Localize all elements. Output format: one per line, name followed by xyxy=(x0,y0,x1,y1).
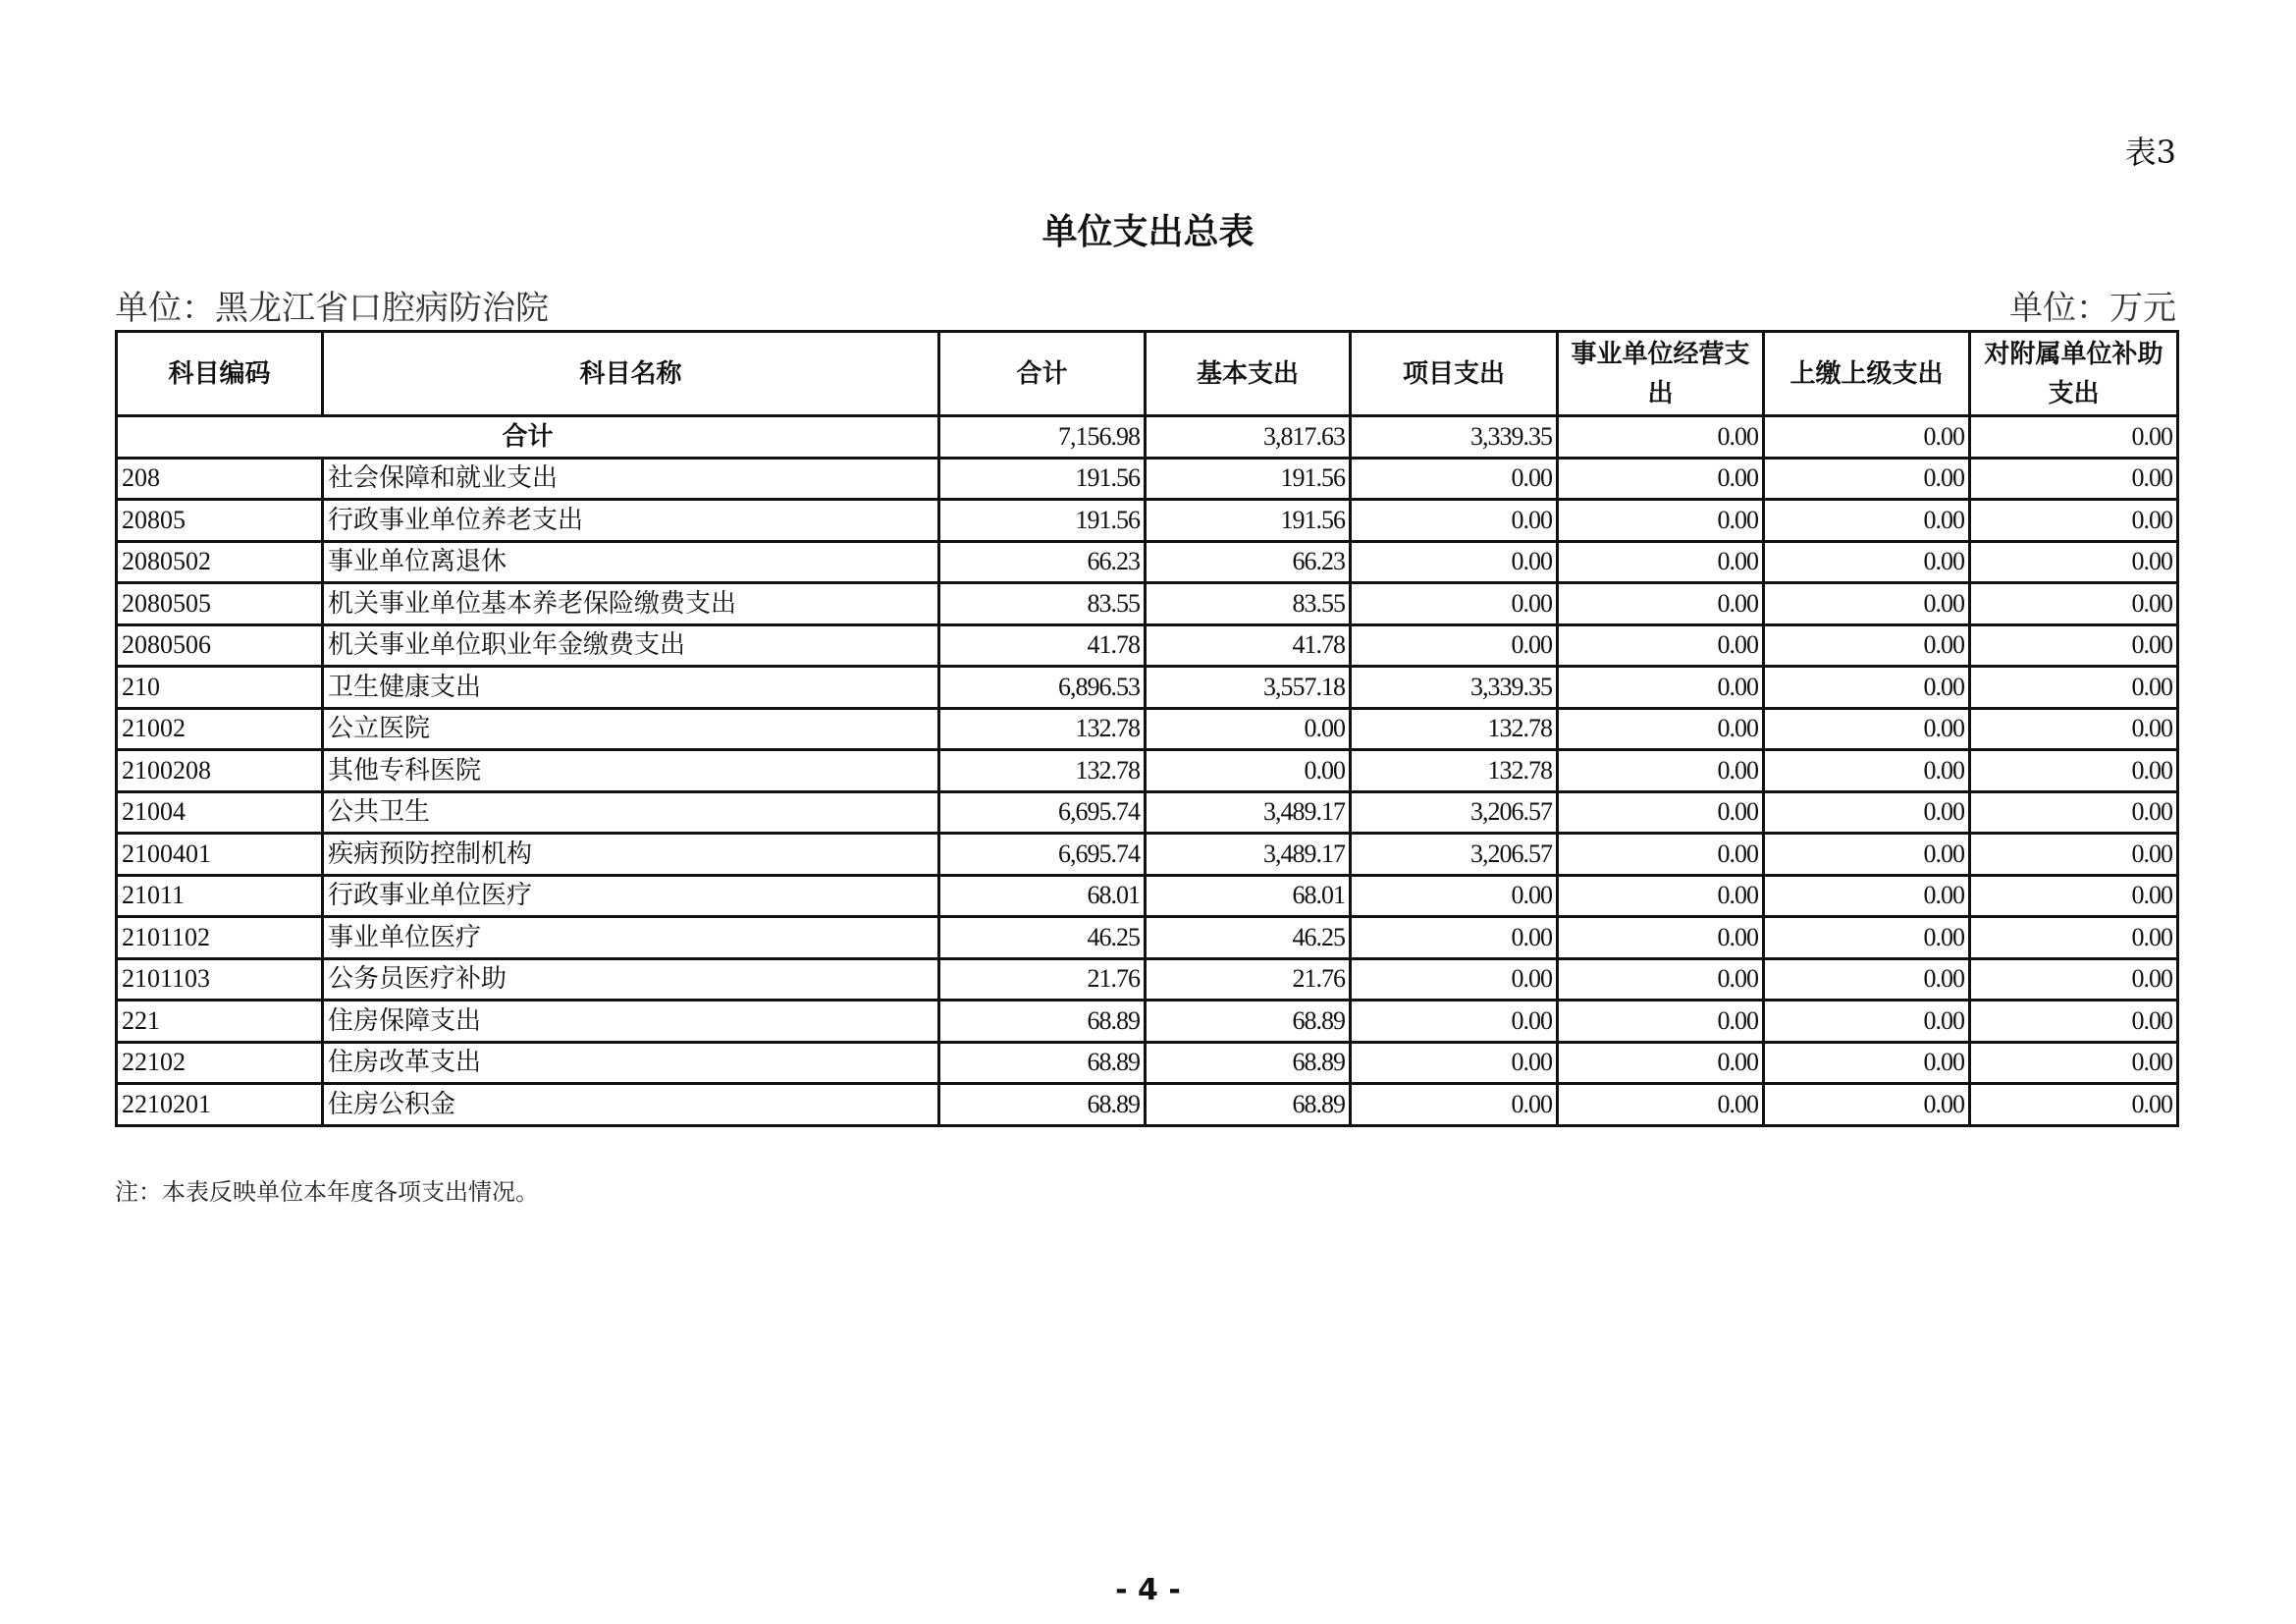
total-cell: 0.00 xyxy=(1558,416,1764,459)
amount-cell: 66.23 xyxy=(1146,541,1351,583)
subject-code-cell: 20805 xyxy=(117,500,323,542)
amount-cell: 0.00 xyxy=(1764,958,1970,1001)
total-cell: 3,817.63 xyxy=(1146,416,1351,459)
amount-cell: 0.00 xyxy=(1146,708,1351,750)
amount-cell: 0.00 xyxy=(1351,624,1558,667)
amount-cell: 0.00 xyxy=(1764,917,1970,959)
amount-cell: 6,695.74 xyxy=(939,791,1146,834)
amount-cell: 0.00 xyxy=(1558,667,1764,709)
subject-name-cell: 事业单位医疗 xyxy=(323,917,939,959)
amount-cell: 68.89 xyxy=(1146,1042,1351,1084)
amount-cell: 6,695.74 xyxy=(939,834,1146,876)
amount-cell: 0.00 xyxy=(1764,875,1970,917)
amount-cell: 0.00 xyxy=(1970,458,2178,500)
amount-cell: 0.00 xyxy=(1970,791,2178,834)
table-row xyxy=(117,624,2178,667)
subject-code-cell: 2080506 xyxy=(117,624,323,667)
amount-cell: 0.00 xyxy=(1764,667,1970,709)
amount-cell: 21.76 xyxy=(1146,958,1351,1001)
amount-cell: 0.00 xyxy=(1970,834,2178,876)
amount-cell: 0.00 xyxy=(1558,917,1764,959)
subject-name-cell: 事业单位离退休 xyxy=(323,541,939,583)
amount-cell: 0.00 xyxy=(1558,624,1764,667)
amount-cell: 0.00 xyxy=(1351,500,1558,542)
amount-cell: 0.00 xyxy=(1970,667,2178,709)
table-row xyxy=(117,1001,2178,1043)
amount-cell: 191.56 xyxy=(1146,458,1351,500)
total-cell: 0.00 xyxy=(1970,416,2178,459)
column-header-project: 项目支出 xyxy=(1351,332,1558,416)
amount-cell: 191.56 xyxy=(939,500,1146,542)
amount-cell: 191.56 xyxy=(939,458,1146,500)
amount-cell: 0.00 xyxy=(1970,583,2178,625)
amount-cell: 0.00 xyxy=(1558,458,1764,500)
table-row xyxy=(117,958,2178,1001)
amount-cell: 0.00 xyxy=(1970,1001,2178,1043)
amount-cell: 0.00 xyxy=(1558,583,1764,625)
total-cell: 0.00 xyxy=(1764,416,1970,459)
amount-cell: 0.00 xyxy=(1351,1042,1558,1084)
subject-name-cell: 公共卫生 xyxy=(323,791,939,834)
column-header-operating: 事业单位经营支出 xyxy=(1558,332,1764,416)
amount-cell: 0.00 xyxy=(1764,458,1970,500)
amount-cell: 41.78 xyxy=(939,624,1146,667)
amount-cell: 66.23 xyxy=(939,541,1146,583)
organization-label: 单位：黑龙江省口腔病防治院 xyxy=(115,289,549,328)
subject-name-cell: 行政事业单位医疗 xyxy=(323,875,939,917)
amount-cell: 191.56 xyxy=(1146,500,1351,542)
table-row xyxy=(117,750,2178,792)
amount-cell: 0.00 xyxy=(1764,624,1970,667)
amount-cell: 68.89 xyxy=(939,1042,1146,1084)
amount-cell: 0.00 xyxy=(1558,958,1764,1001)
amount-cell: 0.00 xyxy=(1764,708,1970,750)
subject-code-cell: 2080505 xyxy=(117,583,323,625)
amount-cell: 46.25 xyxy=(1146,917,1351,959)
table-row xyxy=(117,667,2178,709)
subject-name-cell: 其他专科医院 xyxy=(323,750,939,792)
amount-cell: 0.00 xyxy=(1970,917,2178,959)
subject-code-cell: 22102 xyxy=(117,1042,323,1084)
amount-cell: 0.00 xyxy=(1970,624,2178,667)
subject-code-cell: 2080502 xyxy=(117,541,323,583)
amount-cell: 0.00 xyxy=(1764,791,1970,834)
subject-name-cell: 住房保障支出 xyxy=(323,1001,939,1043)
amount-cell: 41.78 xyxy=(1146,624,1351,667)
subject-code-cell: 210 xyxy=(117,667,323,709)
amount-cell: 3,489.17 xyxy=(1146,834,1351,876)
table-row xyxy=(117,834,2178,876)
amount-cell: 132.78 xyxy=(1351,750,1558,792)
table-row xyxy=(117,1042,2178,1084)
subject-name-cell: 卫生健康支出 xyxy=(323,667,939,709)
table-row xyxy=(117,541,2178,583)
subject-code-cell: 21004 xyxy=(117,791,323,834)
amount-cell: 3,206.57 xyxy=(1351,791,1558,834)
subject-code-cell: 221 xyxy=(117,1001,323,1043)
table-row xyxy=(117,500,2178,542)
subject-name-cell: 住房改革支出 xyxy=(323,1042,939,1084)
page-number: - 4 - xyxy=(1115,1573,1181,1607)
column-header-basic: 基本支出 xyxy=(1146,332,1351,416)
subject-name-cell: 公立医院 xyxy=(323,708,939,750)
amount-cell: 0.00 xyxy=(1351,917,1558,959)
amount-cell: 0.00 xyxy=(1351,958,1558,1001)
page-title: 单位支出总表 xyxy=(1041,212,1255,252)
amount-cell: 68.89 xyxy=(939,1084,1146,1126)
subject-code-cell: 2101103 xyxy=(117,958,323,1001)
table-header-row xyxy=(117,332,2178,416)
amount-cell: 0.00 xyxy=(1970,500,2178,542)
table-row xyxy=(117,583,2178,625)
table-row xyxy=(117,708,2178,750)
amount-cell: 0.00 xyxy=(1970,875,2178,917)
column-header-total: 合计 xyxy=(939,332,1146,416)
amount-cell: 132.78 xyxy=(939,750,1146,792)
column-header-name: 科目名称 xyxy=(323,332,939,416)
amount-cell: 0.00 xyxy=(1558,1001,1764,1043)
total-cell: 7,156.98 xyxy=(939,416,1146,459)
table-row xyxy=(117,917,2178,959)
subject-name-cell: 公务员医疗补助 xyxy=(323,958,939,1001)
total-row xyxy=(117,416,2178,459)
amount-cell: 0.00 xyxy=(1351,541,1558,583)
amount-cell: 0.00 xyxy=(1764,1042,1970,1084)
amount-cell: 3,489.17 xyxy=(1146,791,1351,834)
amount-cell: 0.00 xyxy=(1351,1001,1558,1043)
subject-name-cell: 机关事业单位职业年金缴费支出 xyxy=(323,624,939,667)
subject-code-cell: 21011 xyxy=(117,875,323,917)
expenditure-summary-table xyxy=(115,330,2179,1127)
amount-cell: 0.00 xyxy=(1351,458,1558,500)
amount-cell: 0.00 xyxy=(1764,583,1970,625)
amount-cell: 0.00 xyxy=(1970,1042,2178,1084)
amount-cell: 0.00 xyxy=(1970,958,2178,1001)
amount-cell: 0.00 xyxy=(1764,750,1970,792)
amount-cell: 0.00 xyxy=(1764,541,1970,583)
amount-cell: 132.78 xyxy=(1351,708,1558,750)
amount-cell: 0.00 xyxy=(1351,583,1558,625)
amount-cell: 0.00 xyxy=(1558,834,1764,876)
amount-cell: 83.55 xyxy=(1146,583,1351,625)
amount-cell: 0.00 xyxy=(1558,541,1764,583)
amount-cell: 0.00 xyxy=(1558,875,1764,917)
subject-name-cell: 行政事业单位养老支出 xyxy=(323,500,939,542)
column-header-remit-superior: 上缴上级支出 xyxy=(1764,332,1970,416)
amount-cell: 0.00 xyxy=(1764,1001,1970,1043)
amount-cell: 0.00 xyxy=(1558,708,1764,750)
column-header-subsidy-affiliates: 对附属单位补助支出 xyxy=(1970,332,2178,416)
amount-cell: 6,896.53 xyxy=(939,667,1146,709)
amount-cell: 0.00 xyxy=(1970,541,2178,583)
subject-code-cell: 2210201 xyxy=(117,1084,323,1126)
amount-cell: 46.25 xyxy=(939,917,1146,959)
subject-name-cell: 疾病预防控制机构 xyxy=(323,834,939,876)
amount-cell: 0.00 xyxy=(1558,1042,1764,1084)
amount-cell: 132.78 xyxy=(939,708,1146,750)
amount-cell: 21.76 xyxy=(939,958,1146,1001)
subject-code-cell: 21002 xyxy=(117,708,323,750)
table-note: 注：本表反映单位本年度各项支出情况。 xyxy=(115,1178,539,1206)
amount-cell: 68.01 xyxy=(1146,875,1351,917)
amount-cell: 3,206.57 xyxy=(1351,834,1558,876)
amount-cell: 0.00 xyxy=(1764,1084,1970,1126)
amount-cell: 0.00 xyxy=(1558,500,1764,542)
table-row xyxy=(117,458,2178,500)
table-number-label: 表3 xyxy=(2124,134,2176,171)
subject-code-cell: 2100401 xyxy=(117,834,323,876)
amount-cell: 3,339.35 xyxy=(1351,667,1558,709)
subject-code-cell: 208 xyxy=(117,458,323,500)
amount-cell: 0.00 xyxy=(1970,750,2178,792)
table-row xyxy=(117,791,2178,834)
amount-cell: 0.00 xyxy=(1558,750,1764,792)
column-header-code: 科目编码 xyxy=(117,332,323,416)
amount-cell: 3,557.18 xyxy=(1146,667,1351,709)
amount-cell: 0.00 xyxy=(1764,834,1970,876)
amount-cell: 0.00 xyxy=(1558,791,1764,834)
amount-cell: 0.00 xyxy=(1558,1084,1764,1126)
amount-cell: 68.01 xyxy=(939,875,1146,917)
amount-cell: 0.00 xyxy=(1351,1084,1558,1126)
amount-cell: 0.00 xyxy=(1764,500,1970,542)
amount-cell: 68.89 xyxy=(1146,1084,1351,1126)
currency-unit-label: 单位：万元 xyxy=(2009,289,2176,328)
amount-cell: 68.89 xyxy=(1146,1001,1351,1043)
subject-name-cell: 社会保障和就业支出 xyxy=(323,458,939,500)
table-row xyxy=(117,1084,2178,1126)
amount-cell: 0.00 xyxy=(1351,875,1558,917)
subject-name-cell: 机关事业单位基本养老保险缴费支出 xyxy=(323,583,939,625)
total-label: 合计 xyxy=(117,416,939,459)
amount-cell: 0.00 xyxy=(1146,750,1351,792)
table-row xyxy=(117,875,2178,917)
amount-cell: 83.55 xyxy=(939,583,1146,625)
amount-cell: 68.89 xyxy=(939,1001,1146,1043)
amount-cell: 0.00 xyxy=(1970,1084,2178,1126)
amount-cell: 0.00 xyxy=(1970,708,2178,750)
total-cell: 3,339.35 xyxy=(1351,416,1558,459)
subject-code-cell: 2100208 xyxy=(117,750,323,792)
subject-name-cell: 住房公积金 xyxy=(323,1084,939,1126)
subject-code-cell: 2101102 xyxy=(117,917,323,959)
